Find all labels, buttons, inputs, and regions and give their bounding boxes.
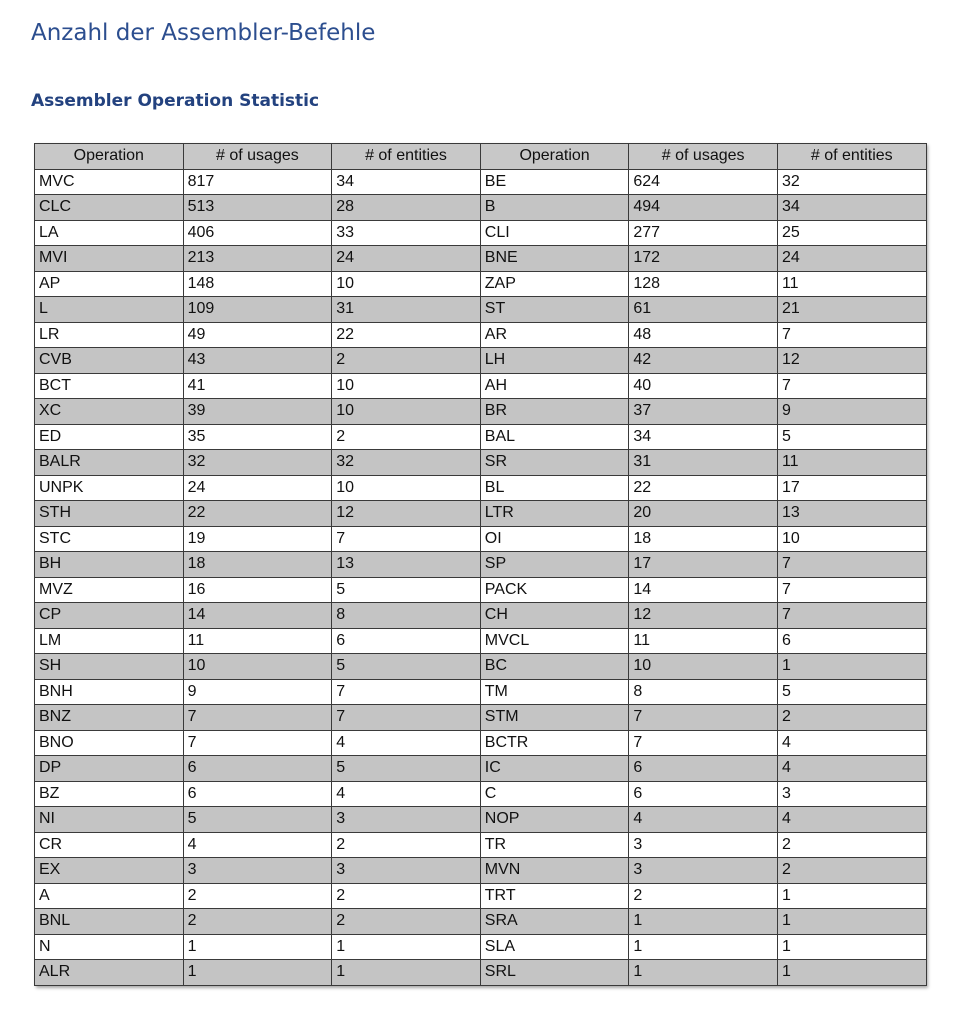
cell-entities: 4 [332, 730, 481, 756]
cell-entities: 33 [332, 220, 481, 246]
cell-operation: N [35, 934, 184, 960]
table-row [35, 858, 927, 884]
cell-usages: 128 [629, 271, 778, 297]
cell-usages: 12 [629, 603, 778, 629]
cell-entities: 3 [332, 807, 481, 833]
table-row [35, 322, 927, 348]
cell-usages: 6 [183, 756, 332, 782]
cell-entities: 28 [332, 195, 481, 221]
cell-operation: BNO [35, 730, 184, 756]
cell-entities: 2 [332, 883, 481, 909]
cell-entities: 32 [332, 450, 481, 476]
table-row [35, 781, 927, 807]
cell-entities: 4 [777, 730, 926, 756]
cell-entities: 9 [777, 399, 926, 425]
cell-usages: 24 [183, 475, 332, 501]
cell-entities: 4 [777, 807, 926, 833]
cell-operation: ST [480, 297, 629, 323]
cell-operation: LR [35, 322, 184, 348]
table-row [35, 832, 927, 858]
cell-usages: 40 [629, 373, 778, 399]
cell-operation: MVZ [35, 577, 184, 603]
cell-operation: SH [35, 654, 184, 680]
cell-operation: STC [35, 526, 184, 552]
cell-entities: 2 [332, 348, 481, 374]
cell-entities: 2 [332, 909, 481, 935]
table-row [35, 220, 927, 246]
table-row [35, 883, 927, 909]
table-row [35, 705, 927, 731]
cell-operation: SR [480, 450, 629, 476]
cell-usages: 22 [183, 501, 332, 527]
cell-usages: 109 [183, 297, 332, 323]
table-row [35, 348, 927, 374]
cell-usages: 41 [183, 373, 332, 399]
cell-operation: B [480, 195, 629, 221]
table-row [35, 246, 927, 272]
cell-usages: 1 [183, 934, 332, 960]
cell-operation: BALR [35, 450, 184, 476]
cell-usages: 48 [629, 322, 778, 348]
header-operation-right: Operation [480, 144, 629, 170]
table-row [35, 807, 927, 833]
cell-usages: 37 [629, 399, 778, 425]
cell-operation: A [35, 883, 184, 909]
cell-usages: 14 [183, 603, 332, 629]
section-title: Assembler Operation Statistic [31, 91, 320, 111]
cell-operation: BCT [35, 373, 184, 399]
cell-operation: CVB [35, 348, 184, 374]
cell-operation: CLI [480, 220, 629, 246]
cell-operation: ZAP [480, 271, 629, 297]
table-row [35, 909, 927, 935]
cell-usages: 7 [183, 730, 332, 756]
cell-operation: PACK [480, 577, 629, 603]
cell-entities: 5 [332, 654, 481, 680]
cell-entities: 13 [332, 552, 481, 578]
cell-entities: 4 [777, 756, 926, 782]
cell-usages: 10 [629, 654, 778, 680]
cell-entities: 7 [777, 373, 926, 399]
cell-entities: 12 [777, 348, 926, 374]
cell-operation: BCTR [480, 730, 629, 756]
cell-entities: 6 [777, 628, 926, 654]
cell-operation: SLA [480, 934, 629, 960]
cell-operation: AH [480, 373, 629, 399]
cell-operation: IC [480, 756, 629, 782]
cell-operation: XC [35, 399, 184, 425]
cell-entities: 10 [777, 526, 926, 552]
cell-usages: 10 [183, 654, 332, 680]
cell-operation: LTR [480, 501, 629, 527]
cell-entities: 5 [332, 756, 481, 782]
cell-entities: 10 [332, 271, 481, 297]
cell-entities: 2 [777, 832, 926, 858]
cell-entities: 7 [777, 603, 926, 629]
cell-usages: 624 [629, 169, 778, 195]
cell-usages: 32 [183, 450, 332, 476]
cell-entities: 7 [777, 577, 926, 603]
cell-usages: 8 [629, 679, 778, 705]
cell-operation: MVC [35, 169, 184, 195]
cell-entities: 3 [332, 858, 481, 884]
table-row [35, 195, 927, 221]
cell-operation: AR [480, 322, 629, 348]
cell-entities: 7 [777, 552, 926, 578]
cell-usages: 6 [629, 756, 778, 782]
page-title: Anzahl der Assembler-Befehle [31, 20, 376, 46]
cell-operation: MVCL [480, 628, 629, 654]
cell-entities: 7 [332, 679, 481, 705]
cell-operation: LA [35, 220, 184, 246]
cell-operation: UNPK [35, 475, 184, 501]
cell-operation: BC [480, 654, 629, 680]
table-row [35, 934, 927, 960]
cell-operation: BE [480, 169, 629, 195]
cell-usages: 19 [183, 526, 332, 552]
cell-usages: 3 [183, 858, 332, 884]
table-body [35, 169, 927, 985]
cell-entities: 34 [777, 195, 926, 221]
cell-entities: 1 [332, 934, 481, 960]
table-row [35, 679, 927, 705]
table-row [35, 960, 927, 986]
cell-operation: DP [35, 756, 184, 782]
cell-usages: 22 [629, 475, 778, 501]
cell-operation: AP [35, 271, 184, 297]
cell-operation: LH [480, 348, 629, 374]
cell-entities: 22 [332, 322, 481, 348]
cell-entities: 34 [332, 169, 481, 195]
cell-operation: BL [480, 475, 629, 501]
cell-usages: 1 [183, 960, 332, 986]
cell-entities: 21 [777, 297, 926, 323]
cell-operation: SRL [480, 960, 629, 986]
cell-usages: 6 [629, 781, 778, 807]
cell-entities: 11 [777, 271, 926, 297]
cell-usages: 3 [629, 858, 778, 884]
cell-operation: BZ [35, 781, 184, 807]
cell-entities: 17 [777, 475, 926, 501]
table-row [35, 271, 927, 297]
cell-usages: 17 [629, 552, 778, 578]
table-row [35, 756, 927, 782]
cell-operation: BNE [480, 246, 629, 272]
cell-entities: 5 [332, 577, 481, 603]
cell-entities: 1 [777, 960, 926, 986]
cell-usages: 14 [629, 577, 778, 603]
cell-usages: 20 [629, 501, 778, 527]
cell-usages: 406 [183, 220, 332, 246]
cell-entities: 3 [777, 781, 926, 807]
cell-entities: 24 [777, 246, 926, 272]
cell-operation: NI [35, 807, 184, 833]
table-row [35, 297, 927, 323]
header-entities-right: # of entities [777, 144, 926, 170]
cell-usages: 61 [629, 297, 778, 323]
cell-operation: STM [480, 705, 629, 731]
cell-entities: 12 [332, 501, 481, 527]
table-row [35, 628, 927, 654]
cell-operation: CH [480, 603, 629, 629]
cell-operation: CLC [35, 195, 184, 221]
cell-entities: 32 [777, 169, 926, 195]
cell-operation: BNH [35, 679, 184, 705]
cell-usages: 7 [629, 730, 778, 756]
cell-usages: 18 [629, 526, 778, 552]
header-entities-left: # of entities [332, 144, 481, 170]
cell-operation: TM [480, 679, 629, 705]
cell-entities: 8 [332, 603, 481, 629]
cell-usages: 9 [183, 679, 332, 705]
table-row [35, 730, 927, 756]
cell-entities: 6 [332, 628, 481, 654]
cell-usages: 39 [183, 399, 332, 425]
cell-usages: 1 [629, 934, 778, 960]
cell-entities: 2 [332, 424, 481, 450]
cell-usages: 43 [183, 348, 332, 374]
cell-operation: TRT [480, 883, 629, 909]
cell-usages: 18 [183, 552, 332, 578]
table-row [35, 603, 927, 629]
table-row [35, 526, 927, 552]
cell-entities: 5 [777, 424, 926, 450]
cell-operation: BNL [35, 909, 184, 935]
cell-entities: 7 [777, 322, 926, 348]
cell-usages: 213 [183, 246, 332, 272]
cell-usages: 277 [629, 220, 778, 246]
cell-entities: 2 [332, 832, 481, 858]
cell-entities: 24 [332, 246, 481, 272]
cell-usages: 11 [183, 628, 332, 654]
cell-usages: 3 [629, 832, 778, 858]
cell-usages: 34 [629, 424, 778, 450]
table-row [35, 552, 927, 578]
cell-entities: 1 [777, 883, 926, 909]
table-row [35, 501, 927, 527]
cell-entities: 1 [777, 909, 926, 935]
cell-entities: 1 [777, 654, 926, 680]
cell-entities: 25 [777, 220, 926, 246]
cell-operation: SRA [480, 909, 629, 935]
table-header-row [35, 144, 927, 170]
cell-entities: 1 [332, 960, 481, 986]
cell-usages: 31 [629, 450, 778, 476]
cell-entities: 4 [332, 781, 481, 807]
cell-operation: LM [35, 628, 184, 654]
cell-usages: 42 [629, 348, 778, 374]
cell-usages: 1 [629, 960, 778, 986]
cell-entities: 10 [332, 399, 481, 425]
cell-operation: OI [480, 526, 629, 552]
cell-operation: BAL [480, 424, 629, 450]
cell-operation: MVN [480, 858, 629, 884]
cell-operation: BH [35, 552, 184, 578]
cell-operation: NOP [480, 807, 629, 833]
cell-entities: 2 [777, 705, 926, 731]
cell-usages: 2 [183, 909, 332, 935]
cell-usages: 7 [629, 705, 778, 731]
cell-usages: 6 [183, 781, 332, 807]
cell-usages: 4 [183, 832, 332, 858]
cell-operation: BNZ [35, 705, 184, 731]
table-row [35, 373, 927, 399]
cell-entities: 13 [777, 501, 926, 527]
cell-operation: BR [480, 399, 629, 425]
cell-usages: 172 [629, 246, 778, 272]
operation-statistic-table [34, 143, 927, 986]
cell-entities: 7 [332, 705, 481, 731]
cell-usages: 2 [183, 883, 332, 909]
cell-usages: 35 [183, 424, 332, 450]
cell-usages: 4 [629, 807, 778, 833]
cell-entities: 31 [332, 297, 481, 323]
cell-operation: MVI [35, 246, 184, 272]
cell-entities: 10 [332, 475, 481, 501]
cell-usages: 494 [629, 195, 778, 221]
cell-usages: 11 [629, 628, 778, 654]
table-row [35, 475, 927, 501]
cell-operation: SP [480, 552, 629, 578]
table-row [35, 424, 927, 450]
header-usages-right: # of usages [629, 144, 778, 170]
table-row [35, 577, 927, 603]
cell-usages: 5 [183, 807, 332, 833]
cell-operation: ED [35, 424, 184, 450]
cell-usages: 16 [183, 577, 332, 603]
operation-statistic-table-container [34, 143, 926, 986]
cell-operation: CR [35, 832, 184, 858]
header-operation-left: Operation [35, 144, 184, 170]
table-row [35, 399, 927, 425]
cell-entities: 7 [332, 526, 481, 552]
cell-usages: 817 [183, 169, 332, 195]
table-row [35, 654, 927, 680]
cell-entities: 1 [777, 934, 926, 960]
cell-usages: 2 [629, 883, 778, 909]
cell-usages: 513 [183, 195, 332, 221]
cell-operation: C [480, 781, 629, 807]
cell-usages: 148 [183, 271, 332, 297]
cell-operation: ALR [35, 960, 184, 986]
cell-operation: CP [35, 603, 184, 629]
cell-operation: EX [35, 858, 184, 884]
cell-usages: 49 [183, 322, 332, 348]
cell-entities: 10 [332, 373, 481, 399]
cell-operation: TR [480, 832, 629, 858]
header-usages-left: # of usages [183, 144, 332, 170]
cell-usages: 7 [183, 705, 332, 731]
cell-operation: L [35, 297, 184, 323]
cell-entities: 11 [777, 450, 926, 476]
table-row [35, 450, 927, 476]
table-row [35, 169, 927, 195]
cell-entities: 2 [777, 858, 926, 884]
cell-usages: 1 [629, 909, 778, 935]
cell-operation: STH [35, 501, 184, 527]
cell-entities: 5 [777, 679, 926, 705]
